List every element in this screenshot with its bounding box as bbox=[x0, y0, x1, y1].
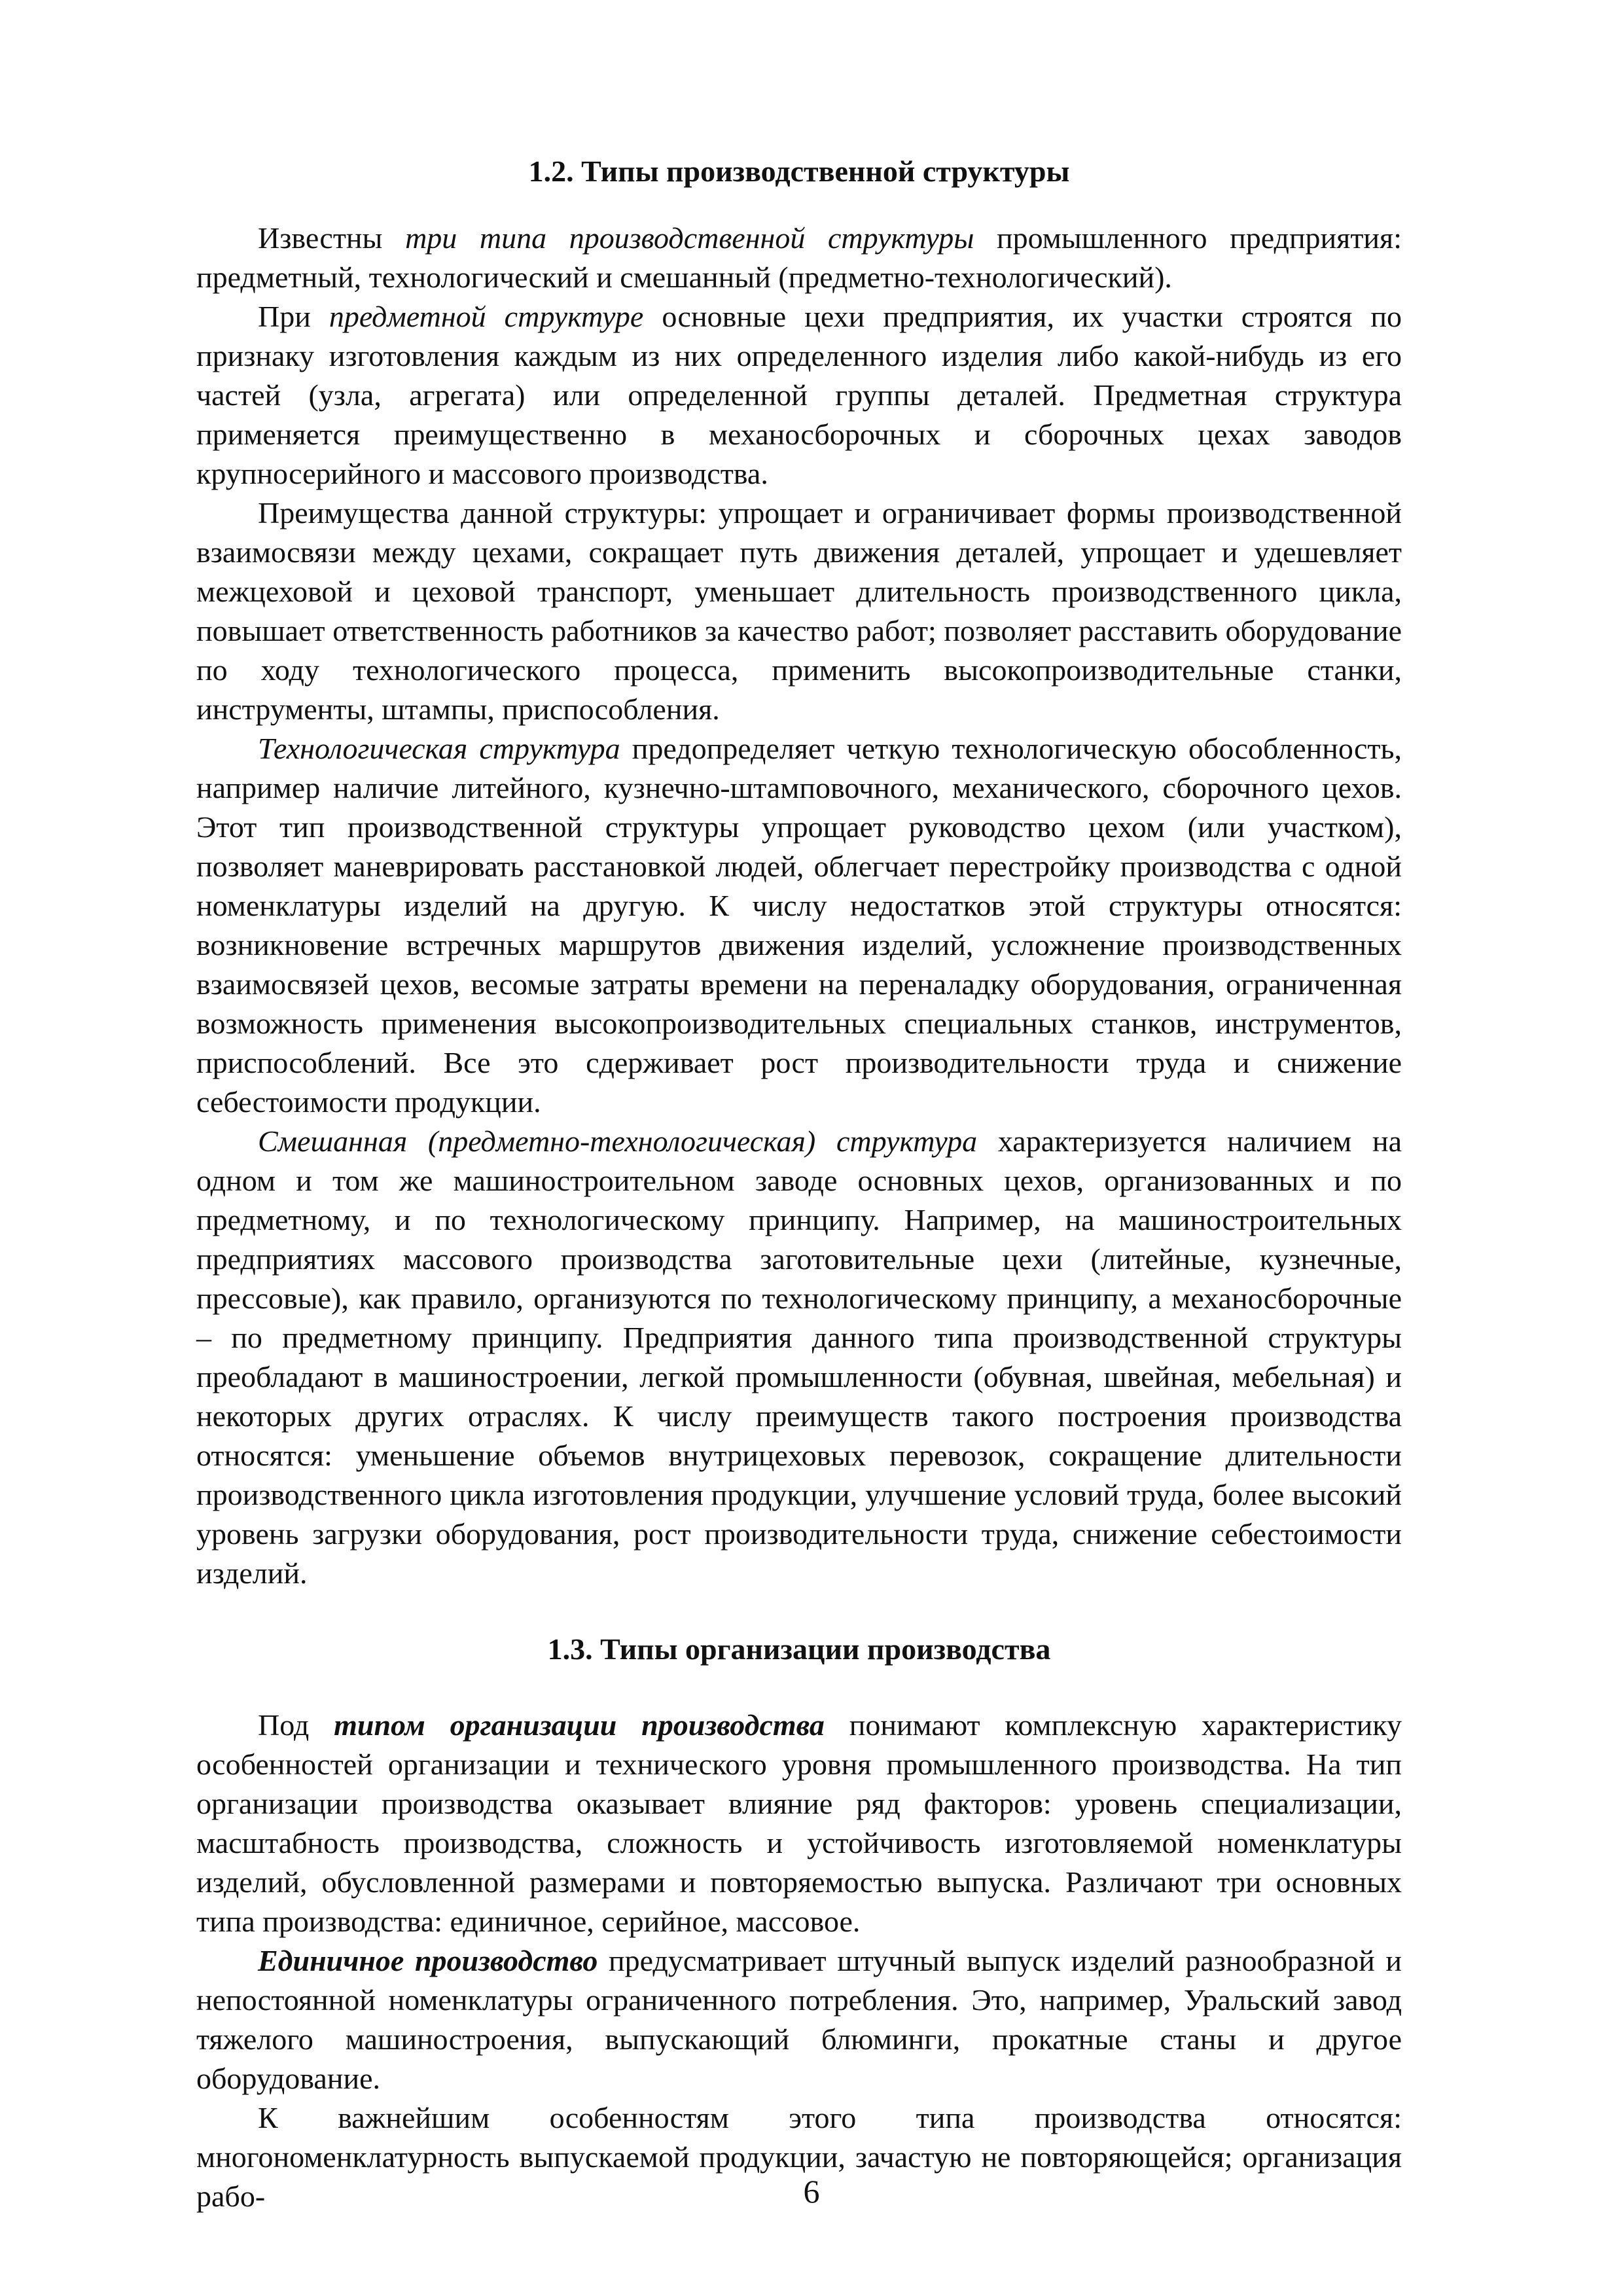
paragraph-lead: При bbox=[258, 300, 329, 333]
paragraph-rest: характеризуется наличием на одном и том же машиностроительном заводе основных цехов, организованных и по предметному, и по технологическому принципу. Например, на машиностроительных предприятиях массового производства заготовительные цехи (литейные, кузнечные, прессовые), как правило, организуются по технологическому принципу, а механосборочные – по предметному принципу. Предприятия данного типа производственной структуры преобладают в машиностроении, легкой промышленности (обувная, швейная, мебельная) и некоторых других отраслях. К числу преимуществ такого построения производства относятся: уменьшение объемов внутрицеховых перевозок, сокращение длительности производственного цикла изготовления продукции, улучшение условий труда, более высокий уровень загрузки оборудования, рост производительности труда, снижение себестоимости изделий. bbox=[196, 1124, 1402, 1590]
paragraph-1-2-intro bbox=[196, 219, 1402, 297]
paragraph-rest: предопределяет четкую технологическую обособленность, например наличие литейного, кузнечно-штамповочного, механического, сборочного цехов. Этот тип производственной структуры упрощает руководство цехом (или участком), позволяет маневрировать расстановкой людей, облегчает перестройку производства с одной номенклатуры изделий на другую. К числу недостатков этой структуры относятся: возникновение встречных маршрутов движения изделий, усложнение производственных взаимосвязей цехов, весомые затраты времени на переналадку оборудования, ограниченная возможность применения высокопроизводительных специальных станков, инструментов, приспособлений. Все это сдерживает рост производительности труда и снижение себестоимости продукции. bbox=[196, 732, 1402, 1119]
paragraph-lead: Известны bbox=[258, 221, 406, 255]
paragraph-lead: Под bbox=[258, 1708, 334, 1742]
page-number: 6 bbox=[803, 2173, 820, 2210]
italic-term: Технологическая структура bbox=[258, 732, 620, 765]
paragraph-organization-type bbox=[196, 1706, 1402, 1941]
paragraph-technological-structure bbox=[196, 729, 1402, 1122]
section-title-1-3: 1.3. Типы организации производства bbox=[547, 1632, 1051, 1666]
paragraph-rest: промышленного предприятия: предметный, технологический и смешанный (предметно-технологический). bbox=[196, 221, 1402, 294]
paragraph-rest: понимают комплексную характеристику особенностей организации и технического уровня промышленного производства. На тип организации производства оказывает влияние ряд факторов: уровень специализации, масштабность производства, сложность и устойчивость изготовляемой номенклатуры изделий, обусловленной размерами и повторяемостью выпуска. Различают три основных типа производства: единичное, серийное, массовое. bbox=[196, 1708, 1402, 1938]
bold-italic-term: Единичное производство bbox=[258, 1944, 598, 1977]
bold-italic-term: типом организации производства bbox=[334, 1708, 825, 1742]
page-content bbox=[196, 152, 1402, 2216]
paragraph-features: К важнейшим особенностям этого типа производства относятся: многономенклатурность выпускаемой продукции, зачастую не повторяющейся; организация рабо- bbox=[196, 2101, 1402, 2213]
paragraph-rest: предусматривает штучный выпуск изделий разнообразной и непостоянной номенклатуры ограниченного потребления. Это, например, Уральский завод тяжелого машиностроения, выпускающий блюминги, прокатные станы и другое оборудование. bbox=[196, 1944, 1402, 2095]
paragraph-mixed-structure bbox=[196, 1122, 1402, 1593]
paragraph-subject-structure bbox=[196, 297, 1402, 493]
paragraph-rest: основные цехи предприятия, их участки строятся по признаку изготовления каждым из них определенного изделия либо какой-нибудь из его частей (узла, агрегата) или определенной группы деталей. Предметная структура применяется преимущественно в механосборочных и сборочных цехах заводов крупносерийного и массового производства. bbox=[196, 300, 1402, 490]
paragraph-single-production bbox=[196, 1941, 1402, 2098]
paragraph-advantages: Преимущества данной структуры: упрощает и ограничивает формы производственной взаимосвязи между цехами, сокращает путь движения деталей, упрощает и удешевляет межцеховой и цеховой транспорт, уменьшает длительность производственного цикла, повышает ответственность работников за качество работ; позволяет расставить оборудование по ходу технологического процесса, применить высокопроизводительные станки, инструменты, штампы, приспособления. bbox=[196, 496, 1402, 726]
italic-term: Смешанная (предметно-технологическая) структура bbox=[258, 1124, 978, 1158]
section-title-1-2: 1.2. Типы производственной структуры bbox=[528, 154, 1070, 188]
italic-term: три типа производственной структуры bbox=[405, 221, 974, 255]
italic-term: предметной структуре bbox=[329, 300, 644, 333]
